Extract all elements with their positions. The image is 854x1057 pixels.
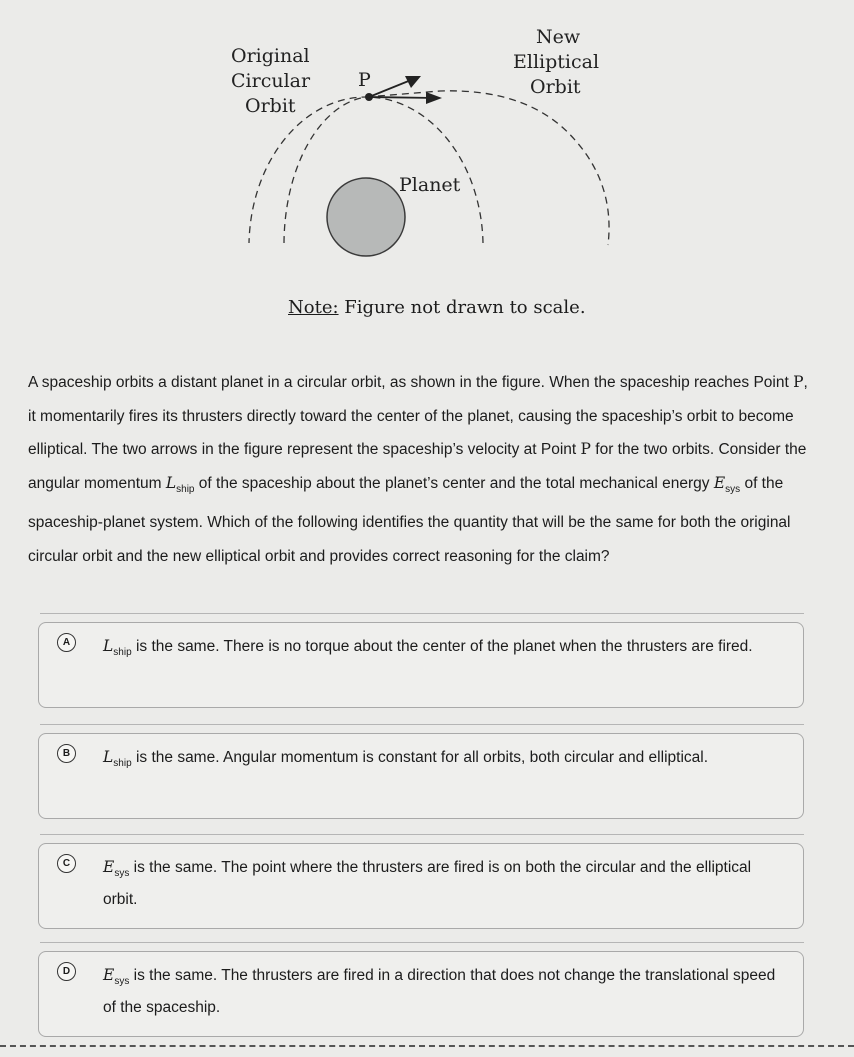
choice-b[interactable] — [38, 733, 804, 819]
label-original-3: Orbit — [245, 95, 296, 117]
choice-c-badge: C — [57, 854, 76, 873]
choice-b-badge: B — [57, 744, 76, 763]
label-point-p: P — [358, 69, 371, 91]
label-planet: Planet — [399, 174, 461, 196]
choice-a-text: $L_{ship}$ is the same. There is no torque about the center of the planet when the thrusters are fired. — [103, 637, 753, 659]
label-new-2: Elliptical — [513, 51, 600, 73]
label-original-2: Circular — [231, 70, 311, 92]
choice-d-text: $E_{sys}$ is the same. The thrusters are fired in a direction that does not change the translational speed of the spaceship. — [103, 966, 776, 1017]
question-point-p: P — [793, 373, 804, 391]
question-part1: A spaceship orbits a distant planet in a circular orbit, as shown in the figure. When the spaceship reaches Point — [28, 374, 794, 391]
label-original-1: Original — [231, 45, 310, 67]
question-part3: for the two orbits. Consider the angular momentum — [28, 441, 807, 492]
divider — [40, 834, 804, 835]
divider — [40, 724, 804, 725]
orbit-figure — [0, 0, 854, 340]
question-text — [28, 366, 818, 573]
question-part5: of the spaceship-planet system. Which of the following identifies the quantity that will be the same for both the original circular orbit and the new elliptical orbit and provides correct reasoning for the claim? — [28, 474, 791, 565]
choice-d[interactable] — [38, 951, 804, 1037]
question-part4: of the spaceship about the planet’s center and the total mechanical energy — [194, 474, 714, 492]
figure-note — [288, 297, 586, 318]
bottom-divider — [0, 1045, 854, 1047]
divider — [40, 613, 804, 614]
question-part2: , it momentarily fires its thrusters directly toward the center of the planet, causing the spaceship’s orbit to become elliptical. The two arrows in the figure represent the spaceship’s velocity at Point — [28, 374, 808, 458]
choice-a[interactable] — [38, 622, 804, 708]
choice-c-text: $E_{sys}$ is the same. The point where the thrusters are fired is on both the circular and the elliptical orbit. — [103, 858, 752, 909]
planet — [327, 178, 405, 256]
choice-d-badge: D — [57, 962, 76, 981]
choice-a-badge: A — [57, 633, 76, 652]
var-l-ship: $L_{ship}$ — [165, 473, 195, 495]
choice-c[interactable] — [38, 843, 804, 929]
divider — [40, 942, 804, 943]
var-e-sys: $E_{sys}$ — [713, 473, 741, 495]
label-new-3: Orbit — [530, 76, 581, 98]
label-new-1: New — [536, 26, 581, 48]
choice-b-text: $L_{ship}$ is the same. Angular momentum is constant for all orbits, both circular and elliptical. — [103, 748, 709, 770]
velocity-arrow-elliptical — [369, 76, 421, 97]
question-point-p-2: P — [580, 440, 591, 458]
note-text: Figure not drawn to scale. — [338, 297, 586, 318]
note-prefix: Note: — [288, 297, 339, 318]
